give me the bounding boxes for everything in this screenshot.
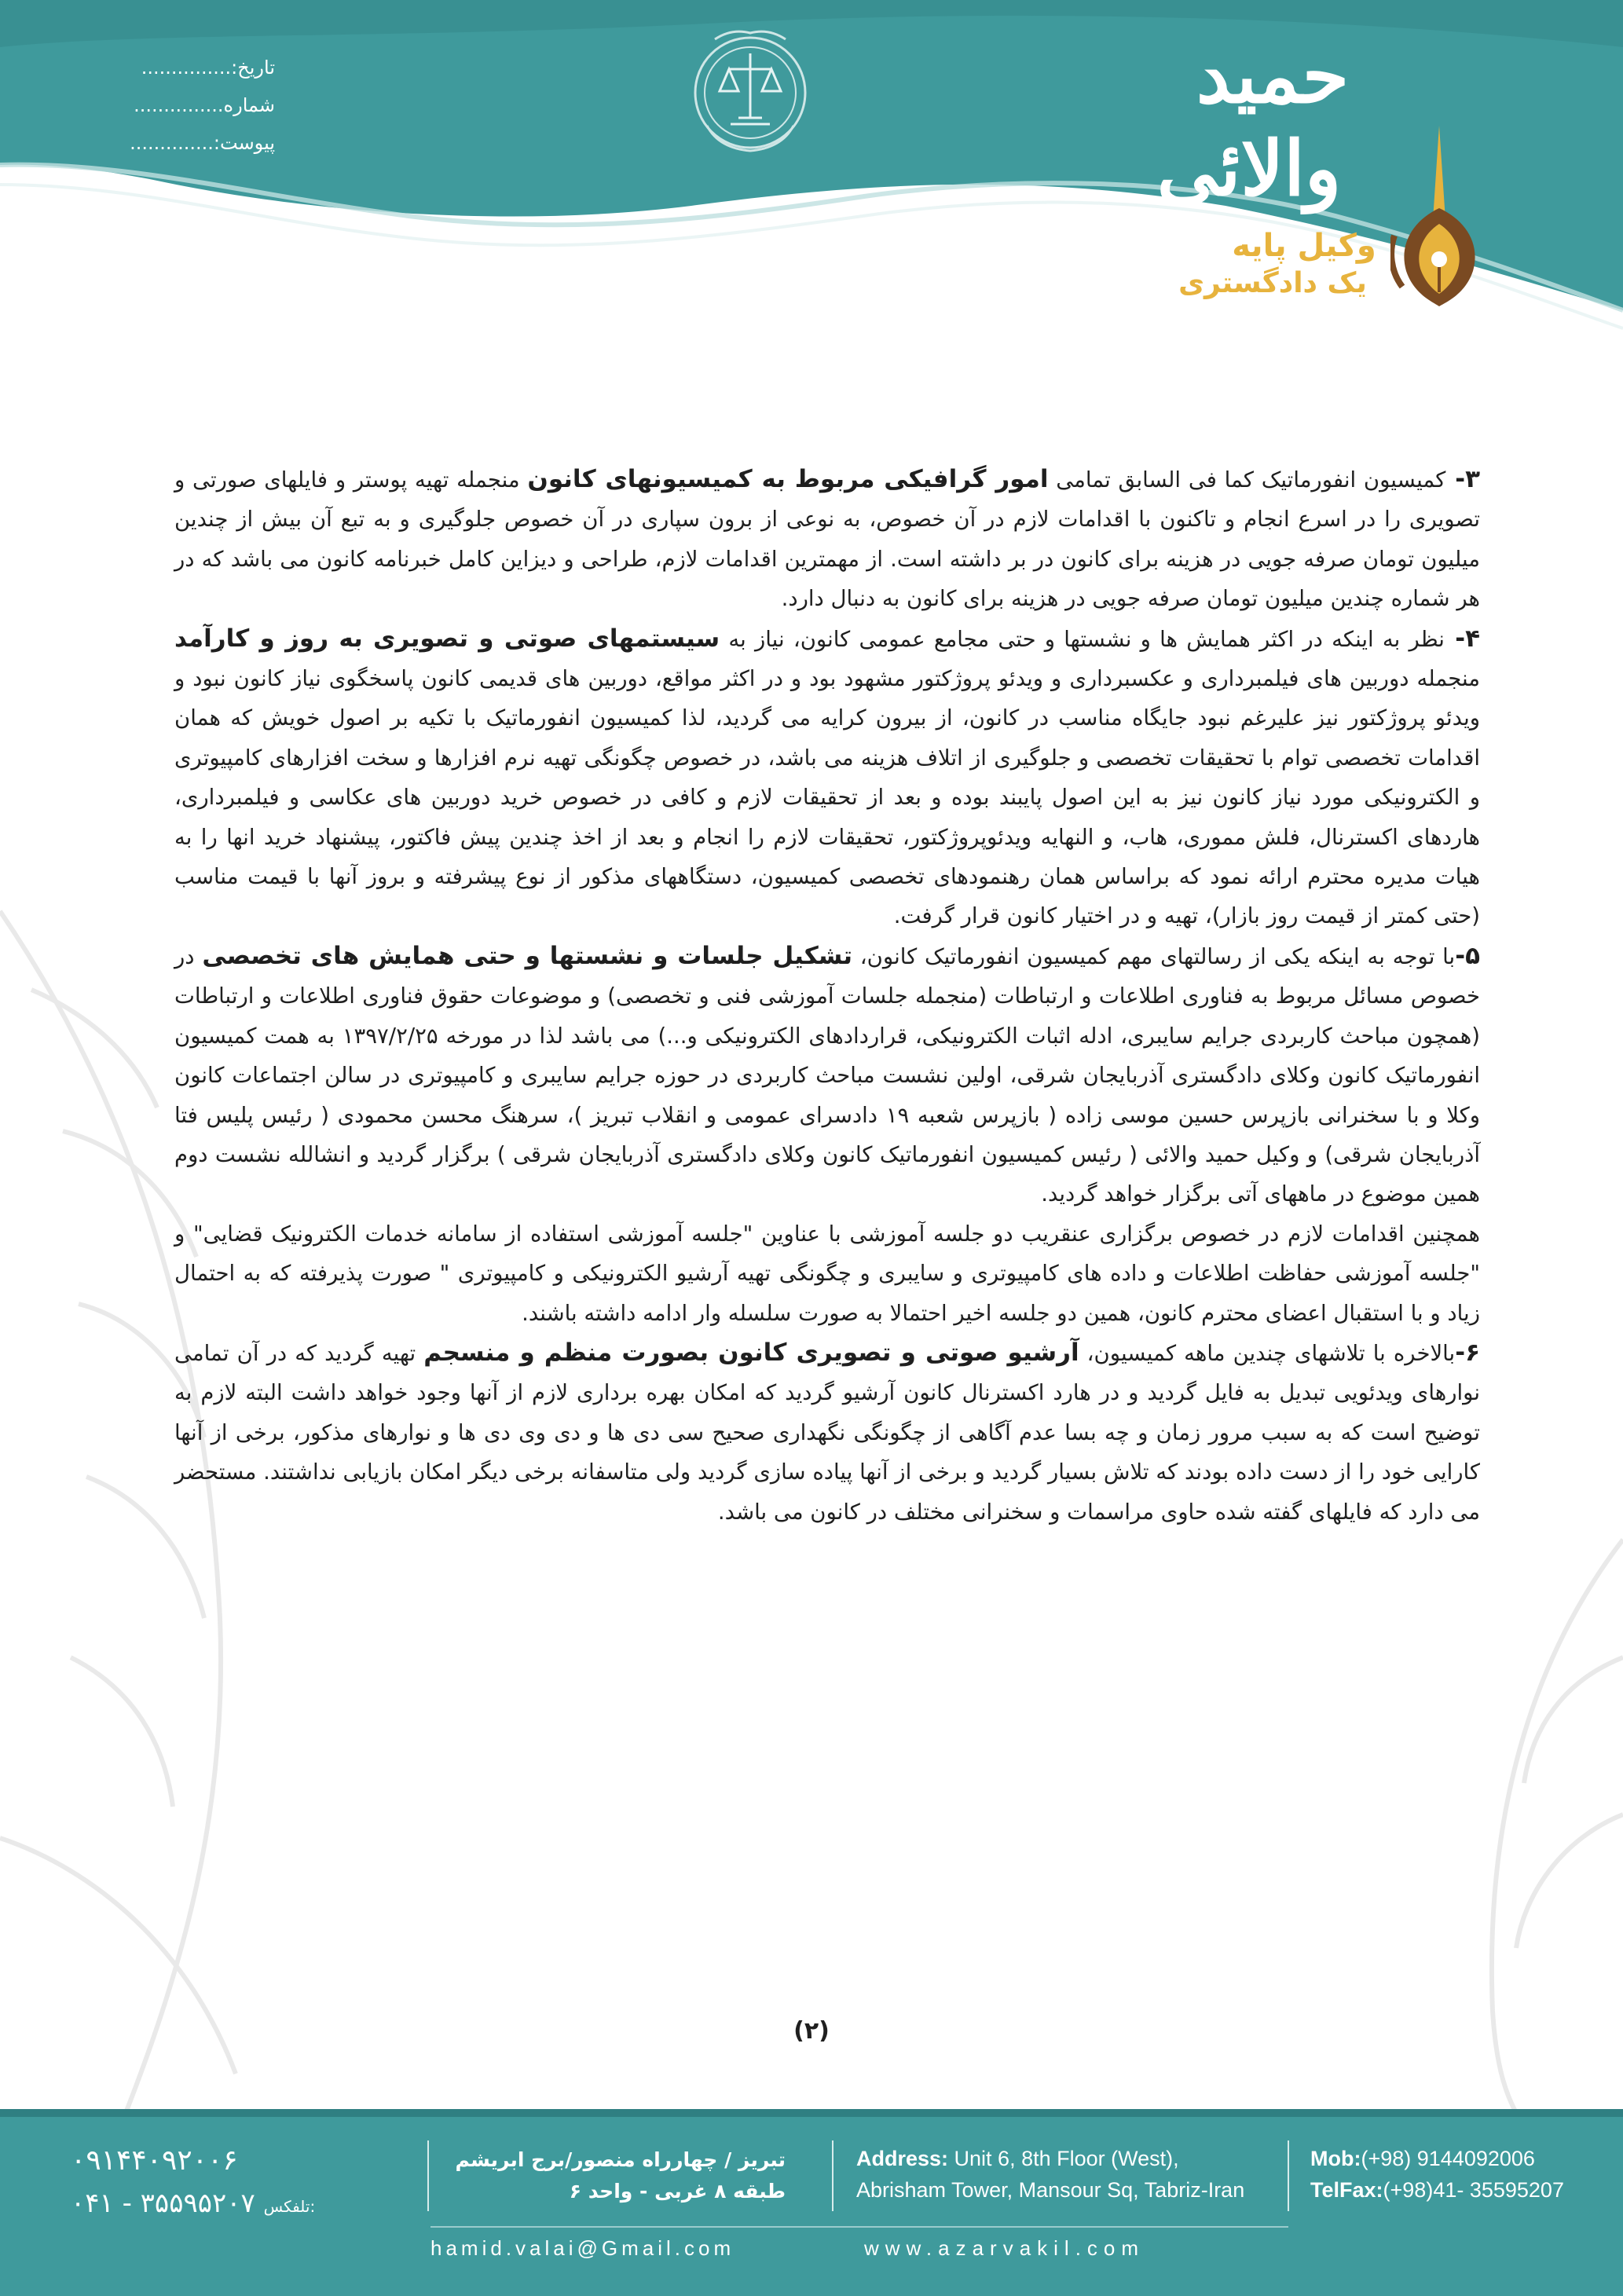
- brand-tagline-2: یک دادگستری: [1178, 267, 1367, 299]
- brand-tagline-1: وکیل پایه: [1232, 228, 1376, 264]
- address-english-text-1: Unit 6, 8th Floor (West),: [948, 2147, 1179, 2170]
- section-text: کمیسیون انفورماتیک کما فی السابق تمامی: [1048, 467, 1446, 493]
- footer-contact-english: [1310, 2143, 1609, 2206]
- section-text: با توجه به اینکه یکی از رسالتهای مهم کمیسیون انفورماتیک کانون،: [852, 943, 1456, 969]
- telfax-number-persian: ۰۴۱ - ۳۵۵۹۵۲۰۷: [71, 2188, 255, 2219]
- letterhead-footer: [0, 2109, 1623, 2296]
- telfax-line: [1310, 2174, 1609, 2206]
- section-paragraph: [174, 936, 1480, 1214]
- telfax-label: TelFax:: [1310, 2178, 1383, 2202]
- section-highlight: آرشیو صوتی و تصویری کانون بصورت منظم و منسجم: [423, 1338, 1079, 1367]
- section-text: در خصوص مسائل مربوط به فناوری اطلاعات و ارتباطات (منجمله جلسات آموزشی فنی و تخصصی) و موضوعات حقوق فناوری اطلاعات و ارتباطات (همچون مباحث کاربردی جرایم سایبری، ادله اثبات الکترونیکی، قراردادهای الکترونیکی و...) می باشد لذا در مورخه ۱۳۹۷/۲/۲۵ به همت کمیسیون انفورماتیک کانون وکلای دادگستری آذربایجان شرقی، اولین نشست مباحث کاربردی در حوزه جرایم سایبری و کامپیوتری در سالن اجتماعات کانون وکلا و با سخنرانی بازپرس حسین موسی زاده ( بازپرس شعبه ۱۹ دادسرای عمومی و انقلاب تبریز )، سرهنگ محسن محمودی ( رئیس پلیس فتا آذربایجان شرقی) و وکیل حمید والائی ( رئیس کمیسیون انفورماتیک کانون وکلای دادگستری آذربایجان شرقی ) برگزار گردید و انشالله نشست دوم همین موضوع در ماههای آتی برگزار خواهد گردید.: [174, 943, 1481, 1207]
- section-text: همچنین اقدامات لازم در خصوص برگزاری عنقریب دو جلسه آموزشی با عناوین "جلسه آموزشی استفاده از سامانه خدمات الکترونیک قضایی" و "جلسه آموزشی حفاظت اطلاعات و داده های کامپیوتری و سایبری و چگونگی تهیه آرشیو الکترونیکی و کامپیوتری " صورت پذیرفته که به احتمال زیاد و با استقبال اعضای محترم کانون، همین دو جلسه اخیر احتمالا به صورت سلسله وار ادامه داشته باشند.: [174, 1221, 1480, 1326]
- pen-nib-icon: [1390, 126, 1485, 306]
- address-label: Address:: [856, 2147, 949, 2170]
- address-persian-line-2: طبقه ۸ غربی - واحد ۶: [569, 2180, 786, 2203]
- section-number: ۳-: [1445, 465, 1480, 493]
- section-number: ۶-: [1455, 1338, 1480, 1367]
- footer-address-english: [856, 2143, 1245, 2206]
- attachment-field: پیوست:..............: [130, 132, 275, 154]
- address-english-line-1: [856, 2143, 1233, 2174]
- bar-association-emblem-icon: [683, 24, 817, 165]
- section-text: نظر به اینکه در اکثر همایش ها و نشستها و حتی مجامع عمومی کانون، نیاز به: [720, 626, 1445, 652]
- mobile-line: [1310, 2143, 1609, 2174]
- mobile-value: (+98) 9144092006: [1361, 2147, 1535, 2170]
- letter-meta-fields: [102, 49, 275, 162]
- page-number: (۲): [793, 2017, 830, 2045]
- website-link[interactable]: www.azarvakil.com: [864, 2236, 1145, 2260]
- section-paragraph: [174, 619, 1480, 936]
- brand-name-last: والائی: [1156, 124, 1342, 213]
- section-text: بالاخره با تلاشهای چندین ماهه کمیسیون،: [1079, 1340, 1456, 1366]
- brand-name-first: حمید: [1196, 31, 1350, 120]
- section-paragraph: [174, 460, 1480, 619]
- section-text: منجمله تهیه پوستر و فایلهای صورتی و تصویری را در اسرع انجام و تاکنون با اقدامات لازم در آن خصوص، به نوعی از برون سپاری در آن خصوص جلوگیری و به تبع آن بیش از چندین میلیون تومان صرفه جویی در هزینه برای کانون در بر داشته است. از مهمترین اقدامات لازم، طراحی و دیزاین کامل خبرنامه کانون می باشد که در هر شماره چندین میلیون تومان صرفه جویی در هزینه برای کانون به دنبال دارد.: [174, 467, 1480, 612]
- section-text: تهیه گردید که در آن تمامی نوارهای ویدئویی تبدیل به فایل گردید و در هارد اکسترنال کانون آرشیو گردید که امکان بهره برداری لازم از آنها وجود خواهد داشت البته لازم به توضیح است که به سبب مرور زمان و چه بسا عدم آگاهی از چگونگی نگهداری صحیح سی دی ها و دی وی دی ها و نوارهای مذکور، برخی از آنها کارایی خود را از دست داده بودند که تلاش بسیار گردید و برخی از آنها پیاده سازی گردید ولی متاسفانه برخی دیگر امکان بازیابی نداشتند. مستحضر می دارد که فایلهای گفته شده حاوی مراسمات و سخنرانی مختلف در کانون می باشد.: [174, 1340, 1480, 1525]
- date-field: تاریخ:...............: [141, 57, 275, 79]
- section-paragraph: [174, 1333, 1480, 1532]
- section-paragraph: [174, 1214, 1480, 1333]
- section-highlight: تشکیل جلسات و نشستها و حتی همایش های تخصصی: [202, 941, 852, 970]
- letterhead-header: [0, 0, 1623, 369]
- footer-address-persian: [455, 2144, 786, 2207]
- telfax-label-persian: تلفکس:: [263, 2197, 316, 2216]
- address-persian-line-1: تبریز / چهارراه منصور/برج ابریشم: [455, 2148, 786, 2171]
- number-field: شماره...............: [134, 94, 275, 116]
- telfax-persian: [71, 2188, 401, 2219]
- section-number: ۴-: [1444, 624, 1480, 653]
- letter-body: [174, 460, 1480, 1532]
- telfax-value: (+98)41- 35595207: [1383, 2178, 1564, 2202]
- address-english-line-2: Abrisham Tower, Mansour Sq, Tabriz-Iran: [856, 2178, 1245, 2202]
- email-link[interactable]: hamid.valai@Gmail.com: [430, 2236, 735, 2260]
- section-highlight: سیستمهای صوتی و تصویری به روز و کارآمد: [174, 624, 720, 653]
- mobile-label: Mob:: [1310, 2147, 1361, 2170]
- section-text: منجمله دوربین های فیلمبرداری و عکسبرداری و ویدئو پروژکتور مشهود بود و در اکثر مواقع، دوربین های قدیمی کانون پاسخگوی نیاز کانون نبود و ویدئو پروژکتور نیز علیرغم نبود جایگاه مناسب در کانون، از بیرون کرایه می گردید، لذا کمیسیون انفورماتیک با تکیه بر اصول خویش که همان اقدامات تخصصی توام با تحقیقات تخصصی و جلوگیری از اتلاف هزینه می باشد، در خصوص چگونگی تهیه نرم افزارها و سخت افزارهای کامپیوتری و الکترونیکی مورد نیاز کانون نیز به این اصول پایبند بوده و بعد از تحقیقات لازم و کافی در خصوص خرید دوربین های عکاسی و فیلمبرداری، هاردهای اکسترنال، فلش مموری، هاب، و النهایه ویدئوپروژکتور، تحقیقات لازم را انجام و بعد از اخذ چندین پیش فاکتور، پیشنهاد خرید انها را به هیات مدیره محترم ارائه نمود که براساس همان رهنمودهای تخصصی کمیسیون، دستگاههای مذکور از نوع پیشرفته و بروز آنها با قیمت مناسب (حتی کمتر از قیمت روز بازار)، تهیه و در اختیار کانون قرار گرفت.: [174, 666, 1480, 929]
- section-number: ۵-: [1455, 941, 1480, 970]
- section-highlight: امور گرافیکی مربوط به کمیسیونهای کانون: [527, 465, 1049, 493]
- mobile-number-persian: ۰۹۱۴۴۰۹۲۰۰۶: [71, 2144, 238, 2177]
- footer-phones-persian: [71, 2144, 401, 2219]
- brand-logo: [1155, 31, 1485, 298]
